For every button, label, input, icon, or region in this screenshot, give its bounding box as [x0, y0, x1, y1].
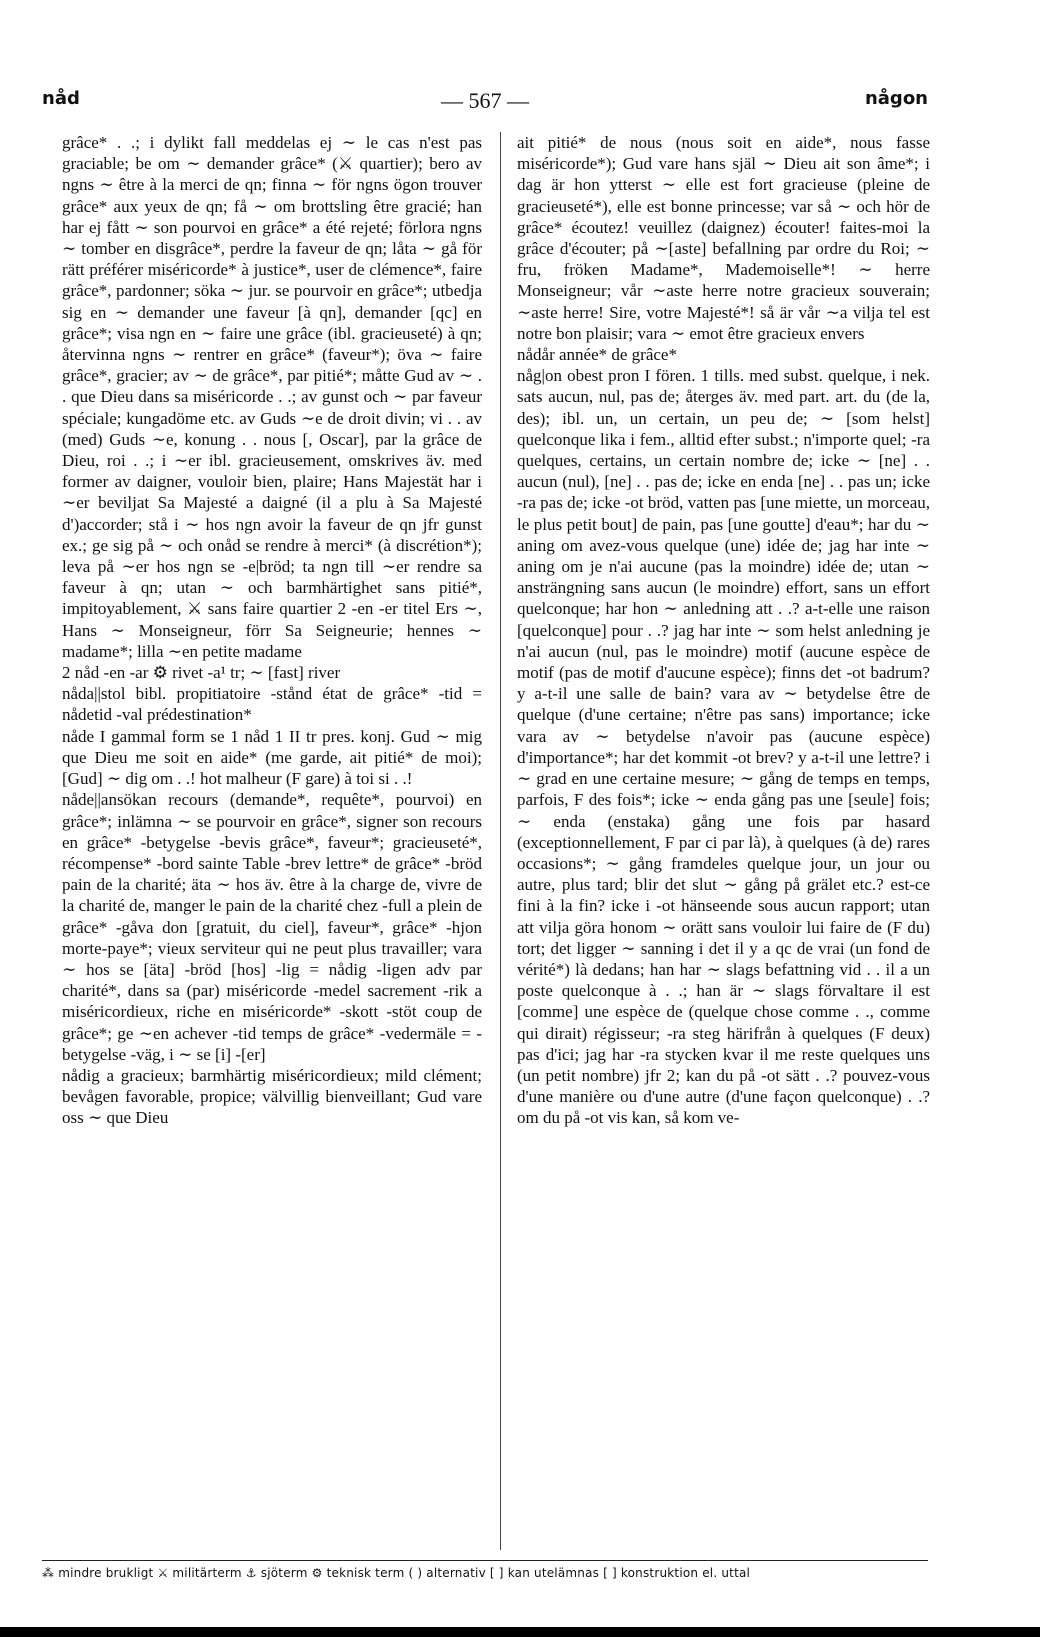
entry-nad-2: 2 nåd -en -ar ⚙ rivet -a¹ tr; ∼ [fast] river	[62, 663, 341, 683]
header-right-guideword: någon	[864, 88, 928, 109]
entry-nagon: någ|on obest pron I fören. 1 tills. med subst. quelque, i nek. sats aucun, nul, pas de; återges äv. med part. art. du (de la, des); ibl. un, un certain, un peu de; ∼ [som helst] quelconque lika i fem., alltid efter subst.; n'importe quel; -ra quelques, certains, un certain nombre de; icke ∼ [ne] . . aucun (nul), [ne] . . pas de; icke en enda [ne] . . pas un; icke -ra pas de; icke -ot bröd, vatten pas [une miette, un morceau, le plus petit bout] de pain, pas [une goutte] d'eau*; har du ∼ aning om avez-vous quelque (une) idée de; jag har inte ∼ aning om je n'ai aucune (pas la moindre) idée de; utan ∼ ansträngning sans aucun (le moindre) effort, sans un effort quelconque; har hon ∼ anledning att . .? a-t-elle une raison [quelconque] pour . .? jag har inte ∼ som helst anledning je n'ai aucun (nul, pas le moindre) motif (aucune espèce de motif (pas de motif d'aucune espèce); finns det -ot badrum? y a-t-il une salle de bain? vara av ∼ betydelse être de quelque (d'une certaine; n'être pas sans) importance; icke vara av ∼ betydelse n'avoir pas (aucune espèce) d'importance*; har det kommit -ot brev? y a-t-il une lettre? i ∼ grad en une certaine mesure; ∼ gång de temps en temps, parfois, F des fois*; icke ∼ enda gång pas une [seule] fois; ∼ enda (enstaka) gång une fois par hasard (exceptionnellement, F par ci par là), à quelques (à de) rares occasions*; ∼ gång framdeles quelque jour, un jour ou autre, plus tard; blir det slut ∼ gång på grälet etc.? est-ce fini à la fin? icke i -ot hänseende sous aucun rapport; utan att vilja göra honom ∼ orätt sans vouloir lui faire de (F du) tort; det ligger ∼ sanning i det il y a qc de vrai (un fond de vérité*) là dedans; han har ∼ slags befattning vid . . il a un poste quelconque à . .; han är ∼ slags förvaltare il est [comme] une espèce de (quelque chose comme . ., comme qui dirait) régisseur; -ra steg härifrån à quelques (F deux) pas d'ici; jag har -ra stycken kvar il me reste quelques uns (un petit nombre) jfr 2; kan du på -ot sätt . .? pouvez-vous d'une manière ou d'une autre (d'une façon quelconque) . .? om du på -ot vis kan, så kom ve-	[517, 366, 930, 1128]
header-left-guideword: nåd	[42, 88, 80, 109]
left-column	[62, 132, 482, 1129]
column-divider	[500, 132, 501, 1550]
right-column	[517, 132, 930, 1129]
entry-nad-continued: grâce* . .; i dylikt fall meddelas ej ∼ le cas n'est pas graciable; be om ∼ demander grâce* (⚔ quartier); bero av ngns ∼ être à la merci de qn; finna ∼ för ngns ögon trouver grâce* aux yeux de qn; få ∼ om brottsling être gracié; han har ej fått ∼ son pourvoi en grâce* a été rejeté; förlora ngns ∼ tomber en disgrâce*, perdre la faveur de qn; låta ∼ gå för rätt préférer miséricorde* à justice*, user de clémence*, faire grâce*, pardonner; söka ∼ jur. se pourvoir en grâce*; utbedja sig en ∼ demander une faveur [à qn], demander [qc] en grâce*; visa ngn en ∼ faire une grâce (ibl. gracieuseté) à qn; återvinna ngns ∼ rentrer en grâce* (faveur*); öva ∼ faire grâce*, gracier; av ∼ de grâce*, par pitié*; måtte Gud av ∼ . . que Dieu dans sa miséricorde . .; av gunst och ∼ par faveur spéciale; kungadöme etc. av Guds ∼e de droit divin; vi . . av (med) Guds ∼e, konung . . nous [, Oscar], par la grâce de Dieu, roi . .; i ∼er ibl. gracieusement, omskrives äv. med former av daigner, vouloir bien, plaire; Hans Majestät har i ∼er beviljat Sa Majesté a daigné (il a plu à Sa Majesté d')accorder; stå i ∼ hos ngn avoir la faveur de qn jfr gunst ex.; ge sig på ∼ och onåd se rendre à merci* (à discrétion*); leva på ∼er hos ngn se -e|bröd; ta ngn till ∼er rendre sa faveur à qn; utan ∼ och barmhärtighet sans pitié*, impitoyablement, ⚔ sans faire quartier 2 -en -er titel Ers ∼, Hans ∼ Monseigneur, förr Sa Seigneurie; hennes ∼ madame*; lilla ∼en petite madame	[62, 133, 482, 661]
page-header	[42, 88, 928, 120]
entry-nadig: nådig a gracieux; barmhärtig miséricordieux; mild clément; bevågen favorable, propice; välvillig bienveillant; Gud vare oss ∼ que Dieu	[62, 1065, 482, 1128]
footer-rule	[42, 1560, 928, 1561]
symbol-legend: ⁂ mindre brukligt ⚔ militärterm ⚓ sjöterm ⚙ teknisk term ( ) alternativ [ ] kan utelämnas [ ] konstruktion el. uttal	[42, 1566, 751, 1580]
entry-nadeansokan: nåde||ansökan recours (demande*, requête*, pourvoi) en grâce*; inlämna ∼ se pourvoir en grâce*, signer son recours en grâce* -betygelse -bevis grâce*, faveur*; gracieuseté*, récompense* -bord sainte Table -brev lettre* de grâce* -bröd pain de la charité; äta ∼ hos äv. être à la charge de, vivre de la charité de, manger le pain de la charité chez -full a plein de grâce* -gåva don [gratuit, du ciel], faveur*, grâce* -hjon morte-paye*; vieux serviteur qui ne peut plus travailler; vara ∼ hos se [äta] -bröd [hos] -lig = nådig -ligen adv par charité*, dans sa (par) miséricorde -medel sacrement -rik a miséricordieux, riche en miséricorde* -skott -stöt coup de grâce*; ge ∼en achever -tid temps de grâce* -vedermäle = -betygelse -väg, i ∼ se [i] -[er]	[62, 790, 482, 1064]
entry-nadastol: nåda||stol bibl. propitiatoire -stånd état de grâce* -tid = nådetid -val prédestination*	[62, 684, 482, 725]
scan-edge-bar	[0, 1627, 1040, 1637]
entry-nade: nåde I gammal form se 1 nåd 1 II tr pres. konj. Gud ∼ mig que Dieu me soit en aide* (me garde, ait pitié* de moi); [Gud] ∼ dig om . .! hot malheur (F gare) à toi si . .!	[62, 726, 482, 789]
entry-nadig-continued: ait pitié* de nous (nous soit en aide*, nous fasse miséricorde*); Gud vare hans själ ∼ Dieu ait son âme*; i dag är hon ytterst ∼ elle est fort gracieuse (pleine de gracieuseté*), elle est bonne princesse; var så ∼ och hör de grâce* écoutez! veuillez (daignez) écouter! faites-moi la grâce d'écouter; på ∼[aste] befallning par ordre du Roi; ∼ fru, fröken Madame*, Mademoiselle*! ∼ herre Monseigneur; vår ∼aste herre notre gracieux souverain; ∼aste herre! Sire, votre Majesté*! så är vår ∼a vilja tel est notre bon plaisir; vara ∼ emot être gracieux envers	[517, 133, 930, 343]
entry-nadar: nådår année* de grâce*	[517, 345, 677, 365]
page-number: — 567 —	[441, 88, 529, 113]
